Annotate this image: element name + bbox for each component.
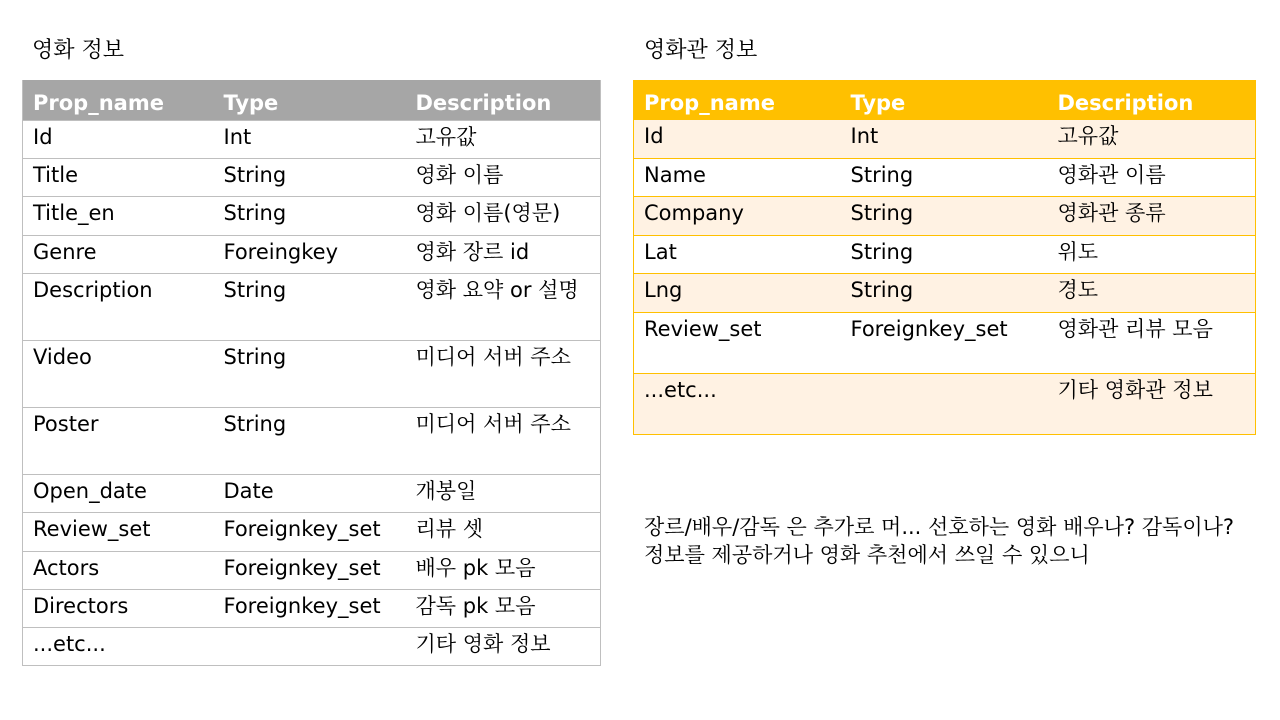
prop-name-cell: ...etc... (23, 628, 214, 666)
description-cell: 영화 이름 (406, 159, 601, 197)
type-cell: Foreignkey_set (214, 590, 406, 628)
type-cell: String (214, 274, 406, 341)
table-row (634, 196, 1256, 235)
prop-name-cell: Video (23, 341, 214, 408)
design-note: 장르/배우/감독 은 추가로 머... 선호하는 영화 배우나? 감독이나? 정보를 제공하거나 영화 추천에서 쓰일 수 있으니 (644, 515, 1235, 567)
table-row (23, 628, 601, 666)
column-header-prop-name: Prop_name (33, 90, 164, 115)
description-cell: 영화 장르 id (406, 236, 601, 274)
description-cell: 미디어 서버 주소 (406, 341, 601, 408)
type-cell: String (841, 273, 1048, 312)
table-row (634, 273, 1256, 312)
movie-info-title: 영화 정보 (32, 38, 125, 63)
table-row (23, 513, 601, 552)
type-cell: Foreignkey_set (214, 552, 406, 590)
theater-info-title: 영화관 정보 (644, 38, 758, 63)
description-cell: 미디어 서버 주소 (406, 408, 601, 475)
type-cell: String (214, 408, 406, 475)
description-cell: 기타 영화관 정보 (1048, 373, 1256, 434)
column-header-description: Description (415, 90, 552, 115)
description-cell: 리뷰 셋 (406, 513, 601, 552)
table-row (23, 408, 601, 475)
prop-name-cell: Lng (634, 273, 841, 312)
column-header-description: Description (1057, 90, 1194, 115)
description-cell: 영화 이름(영문) (406, 197, 601, 236)
description-cell: 고유값 (406, 121, 601, 159)
table-row (23, 197, 601, 236)
type-cell (214, 628, 406, 666)
table-row (634, 373, 1256, 434)
column-header-type: Type (850, 90, 906, 115)
type-cell: Int (841, 120, 1048, 158)
description-cell: 감독 pk 모음 (406, 590, 601, 628)
prop-name-cell: Title (23, 159, 214, 197)
description-cell: 배우 pk 모음 (406, 552, 601, 590)
table-row (23, 341, 601, 408)
description-cell: 영화 요약 or 설명 (406, 274, 601, 341)
type-cell: String (214, 197, 406, 236)
prop-name-cell: Open_date (23, 475, 214, 513)
description-cell: 개봉일 (406, 475, 601, 513)
type-cell (841, 373, 1048, 434)
description-cell: 위도 (1048, 235, 1256, 273)
type-cell: String (841, 235, 1048, 273)
prop-name-cell: Genre (23, 236, 214, 274)
table-row (23, 236, 601, 274)
prop-name-cell: ...etc... (634, 373, 841, 434)
table-row (23, 475, 601, 513)
prop-name-cell: Name (634, 158, 841, 196)
table-row (634, 120, 1256, 158)
description-cell: 영화관 리뷰 모음 (1048, 312, 1256, 373)
table-row (23, 159, 601, 197)
prop-name-cell: Company (634, 196, 841, 235)
type-cell: Foreignkey_set (841, 312, 1048, 373)
prop-name-cell: Actors (23, 552, 214, 590)
table-row (23, 274, 601, 341)
column-header-type: Type (223, 90, 279, 115)
description-cell: 영화관 이름 (1048, 158, 1256, 196)
prop-name-cell: Directors (23, 590, 214, 628)
table-header-row (23, 80, 601, 121)
table-row (634, 158, 1256, 196)
description-cell: 고유값 (1048, 120, 1256, 158)
table-row (23, 121, 601, 159)
type-cell: Int (214, 121, 406, 159)
prop-name-cell: Poster (23, 408, 214, 475)
description-cell: 영화관 종류 (1048, 196, 1256, 235)
table-header-row (634, 80, 1256, 120)
table-row (23, 552, 601, 590)
description-cell: 경도 (1048, 273, 1256, 312)
prop-name-cell: Id (23, 121, 214, 159)
prop-name-cell: Review_set (23, 513, 214, 552)
type-cell: Foreingkey (214, 236, 406, 274)
theater-info-table (633, 80, 1256, 435)
type-cell: String (214, 159, 406, 197)
type-cell: String (214, 341, 406, 408)
prop-name-cell: Title_en (23, 197, 214, 236)
table-row (23, 590, 601, 628)
description-cell: 기타 영화 정보 (406, 628, 601, 666)
movie-info-table (22, 80, 601, 666)
prop-name-cell: Lat (634, 235, 841, 273)
table-row (634, 235, 1256, 273)
type-cell: Date (214, 475, 406, 513)
type-cell: Foreignkey_set (214, 513, 406, 552)
table-row (634, 312, 1256, 373)
prop-name-cell: Id (634, 120, 841, 158)
type-cell: String (841, 158, 1048, 196)
column-header-prop-name: Prop_name (644, 90, 775, 115)
prop-name-cell: Review_set (634, 312, 841, 373)
type-cell: String (841, 196, 1048, 235)
prop-name-cell: Description (23, 274, 214, 341)
